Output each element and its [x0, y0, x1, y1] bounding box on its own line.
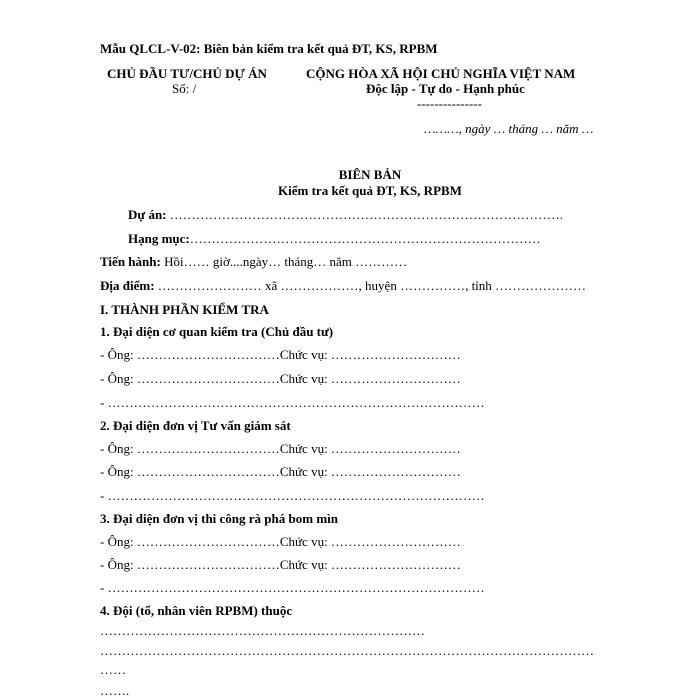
member-line: - Ông: ……………………………Chức vụ: …………………………	[100, 441, 461, 456]
team-line: …………………………………………………………………	[100, 623, 425, 638]
member-line: - Ông: ……………………………Chức vụ: …………………………	[100, 347, 461, 362]
start-time-field	[100, 254, 407, 270]
member-line: - Ông: ……………………………Chức vụ: …………………………	[100, 557, 461, 572]
investor-title: CHỦ ĐẦU TƯ/CHỦ DỰ ÁN	[107, 66, 267, 81]
date-line: ………, ngày … tháng … năm …	[424, 121, 594, 136]
team-line: …….	[100, 683, 130, 698]
location-field	[100, 278, 586, 294]
national-motto: Độc lập - Tự do - Hạnh phúc	[366, 81, 525, 96]
motto-underline: ---------------	[417, 96, 482, 111]
form-code: Mẫu QLCL-V-02: Biên bản kiểm tra kết quả ĐT, KS, RPBM	[100, 41, 438, 56]
group-heading: 1. Đại diện cơ quan kiểm tra (Chủ đầu tư)	[100, 324, 334, 339]
document-number: Số: /	[172, 81, 197, 96]
team-line: ……	[100, 662, 126, 677]
group-heading: 2. Đại diện đơn vị Tư vấn giám sát	[100, 418, 291, 433]
member-line: - Ông: ……………………………Chức vụ: …………………………	[100, 464, 461, 479]
member-line: - ……………………………………………………………………………	[100, 488, 485, 503]
location-label: Địa điểm:	[100, 278, 155, 293]
section-heading: I. THÀNH PHẦN KIỂM TRA	[100, 302, 269, 317]
work-item-value: ………………………………………………………………………	[189, 231, 541, 246]
project-field	[128, 207, 563, 223]
start-time-value: Hồi…… giờ....ngày… tháng… năm …………	[164, 254, 408, 269]
work-item-label: Hạng mục:	[128, 231, 190, 246]
project-label: Dự án:	[128, 207, 167, 222]
member-line: - ……………………………………………………………………………	[100, 395, 485, 410]
national-title: CỘNG HÒA XÃ HỘI CHỦ NGHĨA VIỆT NAM	[306, 66, 576, 81]
document-title: BIÊN BẢN	[338, 167, 402, 182]
team-line: ……………………………………………………………………………………………………	[100, 643, 594, 658]
member-line: - Ông: ……………………………Chức vụ: …………………………	[100, 371, 461, 386]
group-heading: 3. Đại diện đơn vị thi công rà phá bom mìn	[100, 511, 338, 526]
work-item-field	[128, 231, 541, 247]
start-time-label: Tiến hành:	[100, 254, 161, 269]
member-line: - ……………………………………………………………………………	[100, 580, 485, 595]
team-heading: 4. Đội (tổ, nhân viên RPBM) thuộc	[100, 603, 293, 618]
member-line: - Ông: ……………………………Chức vụ: …………………………	[100, 534, 461, 549]
project-value: ……………………………………………………………………………….	[169, 207, 563, 222]
location-value: …………………… xã ………………, huyện ……………, tỉnh …………………	[157, 278, 587, 293]
document-subtitle: Kiểm tra kết quả ĐT, KS, RPBM	[278, 183, 462, 198]
